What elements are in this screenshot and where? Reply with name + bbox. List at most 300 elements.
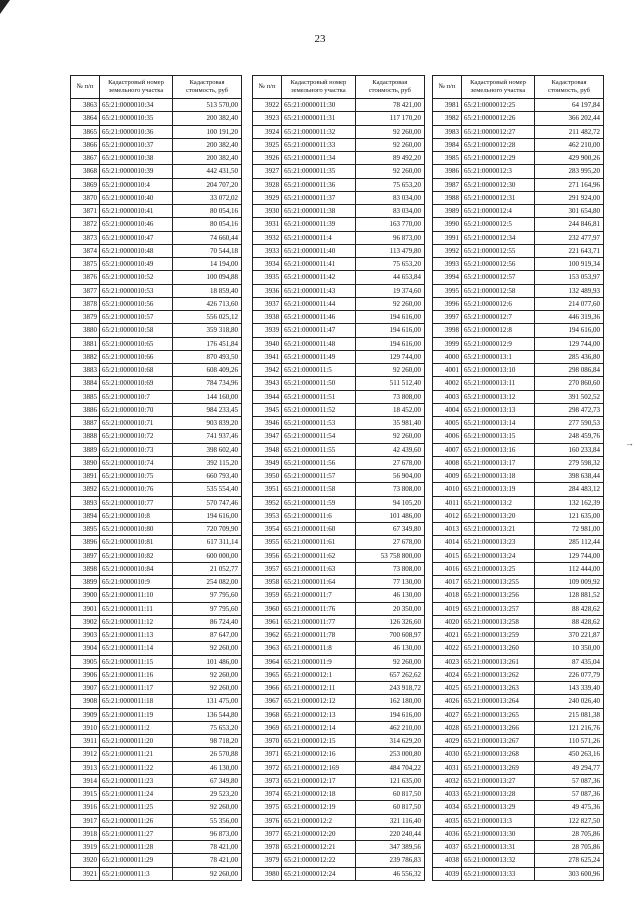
cadastral-value: 391 502,52 <box>535 390 604 403</box>
cadastral-value: 100 919,34 <box>535 258 604 271</box>
row-number: 3899 <box>71 576 100 589</box>
table-row <box>71 536 242 549</box>
table-row <box>433 814 604 827</box>
row-number: 3928 <box>253 178 282 191</box>
row-number: 3931 <box>253 218 282 231</box>
cadastral-value: 279 598,32 <box>535 456 604 469</box>
row-number: 3942 <box>253 364 282 377</box>
row-number: 3920 <box>71 854 100 867</box>
cadastral-number: 65:21:0000011:53 <box>282 417 355 430</box>
table-row <box>433 576 604 589</box>
table-row <box>253 695 425 708</box>
cadastral-value: 132 489,93 <box>535 284 604 297</box>
table-row <box>71 350 242 363</box>
table-row <box>433 562 604 575</box>
row-number: 3870 <box>71 191 100 204</box>
row-number: 3929 <box>253 191 282 204</box>
cadastral-value: 214 077,60 <box>535 297 604 310</box>
table-row <box>433 708 604 721</box>
row-number: 3955 <box>253 536 282 549</box>
table-row <box>433 231 604 244</box>
cadastral-value: 67 349,80 <box>355 523 424 536</box>
table-row <box>71 430 242 443</box>
row-number: 3982 <box>433 112 462 125</box>
row-number: 3875 <box>71 258 100 271</box>
header-num: № п/п <box>433 76 462 99</box>
row-number: 4000 <box>433 350 462 363</box>
cadastral-number: 65:21:0000011:20 <box>100 735 173 748</box>
table-row <box>71 708 242 721</box>
cadastral-value: 121 635,00 <box>355 774 424 787</box>
cadastral-value: 44 653,84 <box>355 271 424 284</box>
table-row <box>71 99 242 112</box>
row-number: 3889 <box>71 443 100 456</box>
row-number: 3915 <box>71 788 100 801</box>
table-row <box>433 99 604 112</box>
row-number: 4018 <box>433 589 462 602</box>
cadastral-number: 65:21:0000013:265 <box>462 708 535 721</box>
table-row <box>433 761 604 774</box>
cadastral-value: 277 590,53 <box>535 417 604 430</box>
table-row <box>253 655 425 668</box>
table-row <box>433 430 604 443</box>
row-number: 4037 <box>433 841 462 854</box>
table-row <box>433 536 604 549</box>
cadastral-number: 65:21:0000012:57 <box>462 271 535 284</box>
cadastral-value: 57 087,36 <box>535 788 604 801</box>
table-row <box>433 350 604 363</box>
table-row <box>433 470 604 483</box>
cadastral-number: 65:21:0000013:12 <box>462 390 535 403</box>
cadastral-value: 122 827,50 <box>535 814 604 827</box>
cadastral-number: 65:21:0000011:49 <box>282 350 355 363</box>
cadastral-number: 65:21:0000010:38 <box>100 152 173 165</box>
cadastral-value: 92 260,00 <box>355 364 424 377</box>
cadastral-table-column-3 <box>432 75 604 881</box>
cadastral-number: 65:21:0000010:7 <box>100 390 173 403</box>
cadastral-number: 65:21:0000012:17 <box>282 774 355 787</box>
table-row <box>253 99 425 112</box>
cadastral-number: 65:21:0000010:9 <box>100 576 173 589</box>
row-number: 3997 <box>433 311 462 324</box>
table-row <box>253 337 425 350</box>
cadastral-value: 92 260,00 <box>173 642 242 655</box>
row-number: 3958 <box>253 576 282 589</box>
cadastral-number: 65:21:0000012:5 <box>462 218 535 231</box>
table-row <box>253 138 425 151</box>
cadastral-value: 49 294,77 <box>535 761 604 774</box>
table-row <box>71 695 242 708</box>
table-row <box>433 721 604 734</box>
cadastral-number: 65:21:0000013:260 <box>462 642 535 655</box>
cadastral-number: 65:21:0000012:22 <box>282 854 355 867</box>
cadastral-value: 450 263,16 <box>535 748 604 761</box>
row-number: 3948 <box>253 443 282 456</box>
margin-arrow-mark: → <box>625 438 634 448</box>
row-number: 3867 <box>71 152 100 165</box>
cadastral-value: 121 216,76 <box>535 721 604 734</box>
table-row <box>433 496 604 509</box>
cadastral-number: 65:21:0000010:76 <box>100 483 173 496</box>
row-number: 3914 <box>71 774 100 787</box>
table-row <box>433 483 604 496</box>
table-row <box>433 417 604 430</box>
row-number: 3993 <box>433 258 462 271</box>
cadastral-number: 65:21:0000013:30 <box>462 827 535 840</box>
table-row <box>433 205 604 218</box>
cadastral-number: 65:21:0000011:16 <box>100 668 173 681</box>
cadastral-value: 121 635,00 <box>535 509 604 522</box>
table-row <box>253 721 425 734</box>
cadastral-number: 65:21:0000010:41 <box>100 205 173 218</box>
cadastral-value: 75 653,20 <box>355 178 424 191</box>
cadastral-number: 65:21:0000010:39 <box>100 165 173 178</box>
row-number: 3975 <box>253 801 282 814</box>
cadastral-number: 65:21:0000013:29 <box>462 801 535 814</box>
cadastral-number: 65:21:0000012:2 <box>282 814 355 827</box>
table-row <box>253 364 425 377</box>
table-row <box>71 443 242 456</box>
row-number: 3967 <box>253 695 282 708</box>
cadastral-value: 73 808,00 <box>355 483 424 496</box>
cadastral-number: 65:21:0000011:41 <box>282 258 355 271</box>
cadastral-number: 65:21:0000012:24 <box>282 867 355 880</box>
cadastral-value: 86 724,40 <box>173 615 242 628</box>
row-number: 3960 <box>253 602 282 615</box>
table-row <box>433 125 604 138</box>
table-row <box>71 735 242 748</box>
cadastral-number: 65:21:0000010:75 <box>100 470 173 483</box>
cadastral-value: 77 130,00 <box>355 576 424 589</box>
row-number: 3909 <box>71 708 100 721</box>
row-number: 3976 <box>253 814 282 827</box>
cadastral-value: 556 025,12 <box>173 311 242 324</box>
table-row <box>433 271 604 284</box>
cadastral-number: 65:21:0000011:48 <box>282 337 355 350</box>
row-number: 3872 <box>71 218 100 231</box>
cadastral-number: 65:21:0000012:28 <box>462 138 535 151</box>
cadastral-number: 65:21:0000012:58 <box>462 284 535 297</box>
table-row <box>71 152 242 165</box>
cadastral-value: 370 221,87 <box>535 629 604 642</box>
table-row <box>433 867 604 880</box>
table-row <box>71 311 242 324</box>
cadastral-value: 446 319,36 <box>535 311 604 324</box>
table-row <box>433 403 604 416</box>
cadastral-number: 65:21:0000012:31 <box>462 191 535 204</box>
row-number: 3888 <box>71 430 100 443</box>
row-number: 3954 <box>253 523 282 536</box>
cadastral-number: 65:21:0000012:27 <box>462 125 535 138</box>
row-number: 3987 <box>433 178 462 191</box>
cadastral-number: 65:21:0000012:21 <box>282 841 355 854</box>
cadastral-number: 65:21:0000011:17 <box>100 682 173 695</box>
cadastral-value: 511 512,40 <box>355 377 424 390</box>
cadastral-value: 80 054,16 <box>173 218 242 231</box>
cadastral-number: 65:21:0000010:73 <box>100 443 173 456</box>
cadastral-value: 600 000,00 <box>173 549 242 562</box>
row-number: 3919 <box>71 841 100 854</box>
cadastral-number: 65:21:0000010:8 <box>100 509 173 522</box>
cadastral-number: 65:21:0000011:21 <box>100 748 173 761</box>
cadastral-number: 65:21:0000011:42 <box>282 271 355 284</box>
row-number: 3924 <box>253 125 282 138</box>
row-number: 4001 <box>433 364 462 377</box>
row-number: 3984 <box>433 138 462 151</box>
cadastral-number: 65:21:0000013:10 <box>462 364 535 377</box>
cadastral-number: 65:21:0000013:255 <box>462 576 535 589</box>
table-row <box>71 615 242 628</box>
cadastral-value: 56 904,00 <box>355 470 424 483</box>
table-row <box>71 576 242 589</box>
row-number: 3878 <box>71 297 100 310</box>
cadastral-number: 65:21:0000013:19 <box>462 483 535 496</box>
cadastral-number: 65:21:0000011:77 <box>282 615 355 628</box>
row-number: 3936 <box>253 284 282 297</box>
cadastral-number: 65:21:0000012:55 <box>462 244 535 257</box>
table-row <box>253 390 425 403</box>
cadastral-number: 65:21:0000013:262 <box>462 668 535 681</box>
cadastral-number: 65:21:0000013:13 <box>462 403 535 416</box>
cadastral-value: 18 859,40 <box>173 284 242 297</box>
cadastral-value: 513 570,00 <box>173 99 242 112</box>
cadastral-value: 27 678,00 <box>355 456 424 469</box>
cadastral-number: 65:21:0000012:25 <box>462 99 535 112</box>
table-row <box>71 774 242 787</box>
row-number: 3882 <box>71 350 100 363</box>
header-num: № п/п <box>253 76 282 99</box>
table-row <box>433 165 604 178</box>
row-number: 3943 <box>253 377 282 390</box>
table-row <box>433 695 604 708</box>
row-number: 3979 <box>253 854 282 867</box>
row-number: 4016 <box>433 562 462 575</box>
cadastral-number: 65:21:0000011:12 <box>100 615 173 628</box>
row-number: 3983 <box>433 125 462 138</box>
table-row <box>253 841 425 854</box>
row-number: 4009 <box>433 470 462 483</box>
cadastral-number: 65:21:0000010:65 <box>100 337 173 350</box>
row-number: 3895 <box>71 523 100 536</box>
table-row <box>71 721 242 734</box>
row-number: 3977 <box>253 827 282 840</box>
cadastral-number: 65:21:0000010:81 <box>100 536 173 549</box>
cadastral-value: 42 439,60 <box>355 443 424 456</box>
row-number: 3864 <box>71 112 100 125</box>
row-number: 3999 <box>433 337 462 350</box>
row-number: 3881 <box>71 337 100 350</box>
table-row <box>253 814 425 827</box>
cadastral-table-column-1 <box>70 75 242 881</box>
row-number: 3956 <box>253 549 282 562</box>
cadastral-number: 65:21:0000012:4 <box>462 205 535 218</box>
table-row <box>253 576 425 589</box>
cadastral-number: 65:21:0000012:7 <box>462 311 535 324</box>
row-number: 4039 <box>433 867 462 880</box>
row-number: 3890 <box>71 456 100 469</box>
table-row <box>433 377 604 390</box>
row-number: 3930 <box>253 205 282 218</box>
row-number: 4038 <box>433 854 462 867</box>
cadastral-value: 92 260,00 <box>173 668 242 681</box>
row-number: 3871 <box>71 205 100 218</box>
row-number: 3916 <box>71 801 100 814</box>
row-number: 3897 <box>71 549 100 562</box>
cadastral-number: 65:21:0000012:19 <box>282 801 355 814</box>
table-row <box>71 629 242 642</box>
row-number: 3947 <box>253 430 282 443</box>
row-number: 3874 <box>71 244 100 257</box>
row-number: 4006 <box>433 430 462 443</box>
cadastral-number: 65:21:0000011:15 <box>100 655 173 668</box>
cadastral-number: 65:21:0000011:7 <box>282 589 355 602</box>
row-number: 3905 <box>71 655 100 668</box>
cadastral-number: 65:21:0000011:78 <box>282 629 355 642</box>
table-row <box>253 231 425 244</box>
row-number: 3923 <box>253 112 282 125</box>
row-number: 3873 <box>71 231 100 244</box>
cadastral-number: 65:21:0000011:54 <box>282 430 355 443</box>
row-number: 4022 <box>433 642 462 655</box>
cadastral-number: 65:21:0000011:14 <box>100 642 173 655</box>
row-number: 4017 <box>433 576 462 589</box>
row-number: 4019 <box>433 602 462 615</box>
cadastral-value: 254 082,00 <box>173 576 242 589</box>
cadastral-value: 160 233,84 <box>535 443 604 456</box>
table-row <box>433 682 604 695</box>
cadastral-value: 870 493,50 <box>173 350 242 363</box>
row-number: 3937 <box>253 297 282 310</box>
cadastral-value: 291 924,00 <box>535 191 604 204</box>
cadastral-value: 88 428,62 <box>535 602 604 615</box>
cadastral-value: 143 339,40 <box>535 682 604 695</box>
cadastral-value: 26 570,88 <box>173 748 242 761</box>
table-row <box>253 324 425 337</box>
row-number: 3957 <box>253 562 282 575</box>
cadastral-number: 65:21:0000012:11 <box>282 682 355 695</box>
row-number: 3978 <box>253 841 282 854</box>
table-row <box>253 509 425 522</box>
row-number: 3933 <box>253 244 282 257</box>
row-number: 4005 <box>433 417 462 430</box>
table-row <box>433 324 604 337</box>
table-row <box>253 443 425 456</box>
cadastral-value: 101 486,00 <box>355 509 424 522</box>
cadastral-value: 92 260,00 <box>355 655 424 668</box>
row-number: 4034 <box>433 801 462 814</box>
row-number: 3964 <box>253 655 282 668</box>
cadastral-number: 65:21:0000013:266 <box>462 721 535 734</box>
table-row <box>71 814 242 827</box>
table-row <box>433 841 604 854</box>
row-number: 3963 <box>253 642 282 655</box>
row-number: 3969 <box>253 721 282 734</box>
cadastral-value: 984 233,45 <box>173 403 242 416</box>
cadastral-number: 65:21:0000010:80 <box>100 523 173 536</box>
cadastral-number: 65:21:0000012:8 <box>462 324 535 337</box>
cadastral-value: 129 744,00 <box>535 549 604 562</box>
cadastral-number: 65:21:0000013:21 <box>462 523 535 536</box>
table-row <box>253 496 425 509</box>
cadastral-value: 100 094,88 <box>173 271 242 284</box>
cadastral-value: 194 616,00 <box>535 324 604 337</box>
cadastral-value: 80 054,16 <box>173 205 242 218</box>
cadastral-number: 65:21:0000013:14 <box>462 417 535 430</box>
cadastral-value: 75 653,20 <box>173 721 242 734</box>
scan-corner-mark <box>0 0 10 14</box>
row-number: 3907 <box>71 682 100 695</box>
row-number: 4028 <box>433 721 462 734</box>
cadastral-value: 194 616,00 <box>355 708 424 721</box>
cadastral-value: 70 544,18 <box>173 244 242 257</box>
cadastral-value: 303 600,96 <box>535 867 604 880</box>
row-number: 3945 <box>253 403 282 416</box>
cadastral-value: 144 160,00 <box>173 390 242 403</box>
header-cadastral-value: Кадастровая стоимость, руб <box>173 76 242 99</box>
cadastral-number: 65:21:0000011:52 <box>282 403 355 416</box>
cadastral-number: 65:21:0000011:35 <box>282 165 355 178</box>
cadastral-number: 65:21:0000011:29 <box>100 854 173 867</box>
table-row <box>71 244 242 257</box>
row-number: 3876 <box>71 271 100 284</box>
cadastral-value: 398 638,44 <box>535 470 604 483</box>
row-number: 3927 <box>253 165 282 178</box>
cadastral-number: 65:21:0000013:1 <box>462 350 535 363</box>
table-row <box>71 271 242 284</box>
cadastral-value: 53 758 800,00 <box>355 549 424 562</box>
cadastral-number: 65:21:0000011:18 <box>100 695 173 708</box>
cadastral-value: 128 881,52 <box>535 589 604 602</box>
table-row <box>433 297 604 310</box>
table-row <box>71 125 242 138</box>
row-number: 3926 <box>253 152 282 165</box>
cadastral-number: 65:21:0000013:269 <box>462 761 535 774</box>
table-row <box>253 536 425 549</box>
table-row <box>253 748 425 761</box>
table-row <box>71 682 242 695</box>
cadastral-value: 64 197,84 <box>535 99 604 112</box>
table-row <box>253 642 425 655</box>
cadastral-value: 129 744,00 <box>535 337 604 350</box>
cadastral-value: 248 459,76 <box>535 430 604 443</box>
cadastral-number: 65:21:0000010:58 <box>100 324 173 337</box>
cadastral-value: 55 356,00 <box>173 814 242 827</box>
row-number: 3939 <box>253 324 282 337</box>
cadastral-value: 194 616,00 <box>355 337 424 350</box>
cadastral-value: 46 130,00 <box>173 761 242 774</box>
row-number: 4011 <box>433 496 462 509</box>
cadastral-number: 65:21:0000011:23 <box>100 774 173 787</box>
table-row <box>253 562 425 575</box>
row-number: 3913 <box>71 761 100 774</box>
cadastral-value: 163 770,00 <box>355 218 424 231</box>
cadastral-table-column-2 <box>252 75 425 881</box>
cadastral-value: 28 705,86 <box>535 841 604 854</box>
row-number: 4002 <box>433 377 462 390</box>
cadastral-number: 65:21:0000010:53 <box>100 284 173 297</box>
cadastral-number: 65:21:0000010:34 <box>100 99 173 112</box>
cadastral-number: 65:21:0000011:39 <box>282 218 355 231</box>
row-number: 3941 <box>253 350 282 363</box>
cadastral-value: 359 318,80 <box>173 324 242 337</box>
table-row <box>253 165 425 178</box>
row-number: 3934 <box>253 258 282 271</box>
cadastral-value: 700 608,97 <box>355 629 424 642</box>
table-row <box>433 112 604 125</box>
table-row <box>433 456 604 469</box>
cadastral-number: 65:21:0000010:46 <box>100 218 173 231</box>
table-row <box>71 377 242 390</box>
